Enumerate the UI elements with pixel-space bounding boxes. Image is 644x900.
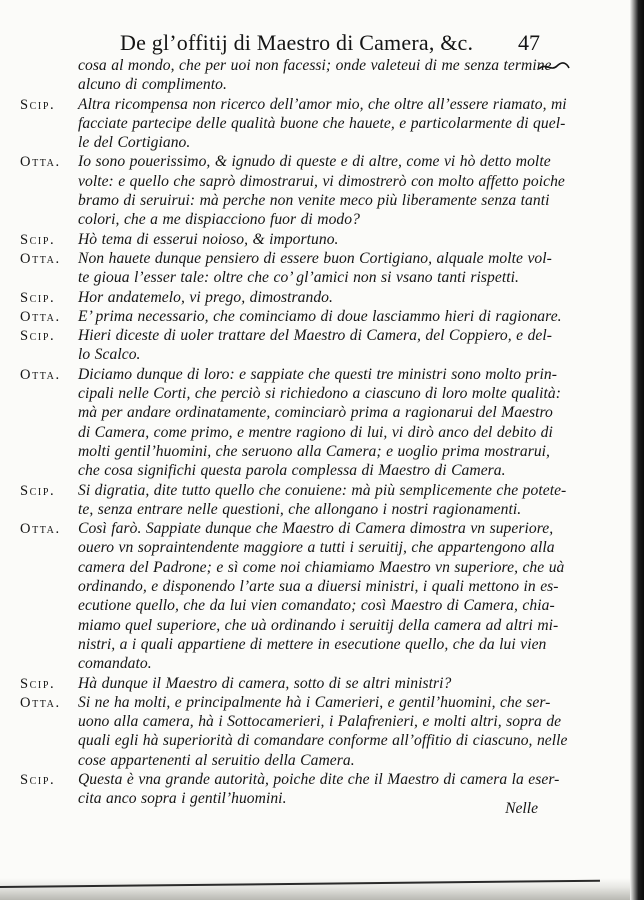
catchword: Nelle [505, 800, 538, 817]
text-line [20, 424, 612, 443]
line-text: miamo quel superiore, che uà ordinando i seruitij della camera ad altri mi- [78, 616, 559, 634]
page-number: 47 [518, 30, 540, 55]
line-text: te, senza entrare nelle questioni, che allongano i nostri ragionamenti. [78, 500, 522, 518]
line-text: le del Cortigiano. [78, 134, 191, 152]
line-text: nistri, a i quali appartiene di mettere in esecutione quello, che da lui vien [78, 635, 547, 653]
speaker-label: Scip. [20, 771, 56, 788]
line-text: Hor andatemelo, vi prego, dimostrando. [78, 288, 333, 306]
speaker-label: Scip. [20, 96, 56, 113]
text-line [20, 539, 612, 558]
text-line [20, 289, 612, 308]
speaker-label: Scip. [20, 289, 56, 306]
speaker-label: Otta. [20, 366, 61, 383]
line-text: Io sono pouerissimo, & ignudo di queste e di altre, come vi hò detto molte [78, 153, 551, 171]
text-line [20, 559, 612, 578]
line-text: mà per andare ordinatamente, cominciarò prima a ragionarui del Maestro [78, 404, 553, 422]
line-text: volte: e quello che saprò dimostrarui, vi dimostrerò con molto affetto poiche [78, 172, 565, 190]
line-text: alcuno di complimento. [78, 76, 227, 94]
line-text: cose appartenenti al seruitio della Camera. [78, 751, 355, 769]
line-text: Altra ricompensa non ricerco dell’amor mio, che oltre all’essere riamato, mi [78, 95, 567, 113]
line-text: cosa al mondo, che per uoi non facessi; onde valeteui di me senza termine [78, 57, 552, 74]
text-line [20, 655, 612, 674]
text-line [20, 443, 612, 462]
speaker-label: Scip. [20, 328, 56, 345]
line-text: Si ne ha molti, e principalmente hà i Camerieri, e gentil’huomini, che ser- [78, 693, 551, 711]
line-text: Si digratia, dite tutto quello che conuiene: mà più semplicemente che potete- [78, 481, 567, 499]
line-text: E’ prima necessario, che cominciamo di doue lasciammo hieri di ragionare. [78, 307, 562, 325]
text-line [20, 404, 612, 423]
text-line [20, 308, 612, 327]
text-line [20, 482, 612, 501]
text-line [20, 57, 612, 76]
text-line [20, 76, 612, 95]
line-text: Diciamo dunque di loro: e sappiate che questi tre ministri sono molto prin- [78, 365, 557, 383]
line-text: di Camera, come primo, e mentre ragiono di lui, vi dirò anco del debito di [78, 423, 553, 441]
text-line [20, 366, 612, 385]
line-text: Questa è vna grande autorità, poiche dite che il Maestro di camera la eser- [78, 770, 560, 788]
text-line [20, 346, 612, 365]
line-text: molti gentil’huomini, che seruono alla Camera; e uoglio prima mostrarui, [78, 442, 550, 460]
text-line [20, 520, 612, 539]
line-text: Hò tema di esserui noioso, & importuno. [78, 230, 339, 248]
speaker-label: Scip. [20, 231, 56, 248]
text-line [20, 694, 612, 713]
text-line [20, 250, 612, 269]
speaker-label: Otta. [20, 250, 61, 267]
text-line [20, 327, 612, 346]
line-text: te gioua l’esser tale: oltre che co’ gl’amici non si vsano tanti rispetti. [78, 269, 519, 287]
text-line [20, 771, 612, 790]
line-text: facciate partecipe delle qualità buone che hauete, e particolarmente di quel- [78, 114, 566, 132]
dialogue-text [20, 57, 612, 810]
line-text: uono alla camera, hà i Sottocamerieri, i Palafrenieri, e molti altri, sopra de [78, 713, 562, 731]
text-line [20, 211, 612, 230]
line-text: colori, che a me dispiacciono fuor di modo? [78, 211, 360, 229]
text-line [20, 115, 612, 134]
catchword-row [505, 798, 538, 818]
line-text: comandato. [78, 655, 152, 673]
text-line [20, 96, 612, 115]
line-text: Hà dunque il Maestro di camera, sotto di se altri ministri? [78, 674, 452, 692]
line-text: ouero vn sopraintendente maggiore a tutti i seruitij, che appartengono alla [78, 539, 555, 557]
line-text: ecutione quello, che da lui vien comandato; così Maestro di Camera, chia- [78, 597, 555, 615]
text-line [20, 713, 612, 732]
text-line [20, 501, 612, 520]
line-text: lo Scalco. [78, 346, 141, 364]
text-line [20, 153, 612, 172]
page-right-shadow [630, 0, 644, 900]
text-line [20, 752, 612, 771]
text-line [20, 636, 612, 655]
text-line [20, 173, 612, 192]
speaker-label: Otta. [20, 308, 61, 325]
page-header [120, 30, 540, 56]
speaker-label: Otta. [20, 694, 61, 711]
text-line [20, 462, 612, 481]
line-text: Così farò. Sappiate dunque che Maestro di Camera dimostra vn superiore, [78, 520, 554, 538]
text-line [20, 578, 612, 597]
line-text: Non hauete dunque pensiero di essere buon Cortigiano, alquale molte vol- [78, 249, 552, 267]
text-line [20, 269, 612, 288]
line-text: cita anco sopra i gentil’huomini. [78, 790, 287, 808]
text-line [20, 192, 612, 211]
speaker-label: Otta. [20, 521, 61, 538]
speaker-label: Scip. [20, 482, 56, 499]
text-line [20, 231, 612, 250]
line-text: bramo di seruirui: mà perche non venite meco più liberamente senza tanti [78, 192, 550, 210]
line-text: camera del Padrone; e sì come noi chiamiamo Maestro vn superiore, che uà [78, 558, 565, 576]
speaker-label: Otta. [20, 154, 61, 171]
text-line [20, 675, 612, 694]
text-line [20, 597, 612, 616]
running-title: De gl’offitij di Maestro di Camera, &c. [120, 30, 474, 55]
text-line [20, 134, 612, 153]
speaker-label: Scip. [20, 675, 56, 692]
text-line [20, 385, 612, 404]
line-text: Hieri diceste di uoler trattare del Maestro di Camera, del Coppiero, e del- [78, 327, 553, 345]
text-line [20, 617, 612, 636]
line-text: cipali nelle Corti, che perciò si richiedono a ciascuno di loro molte qualità: [78, 385, 561, 403]
line-text: quali egli hà superiorità di comandare conforme all’offitio di ciascuno, nelle [78, 732, 568, 750]
line-text: che cosa significhi questa parola complessa di Maestro di Camera. [78, 462, 506, 480]
text-line [20, 732, 612, 751]
line-text: ordinando, e disponendo l’arte sua a diuersi ministri, i quali mettono in es- [78, 578, 559, 596]
